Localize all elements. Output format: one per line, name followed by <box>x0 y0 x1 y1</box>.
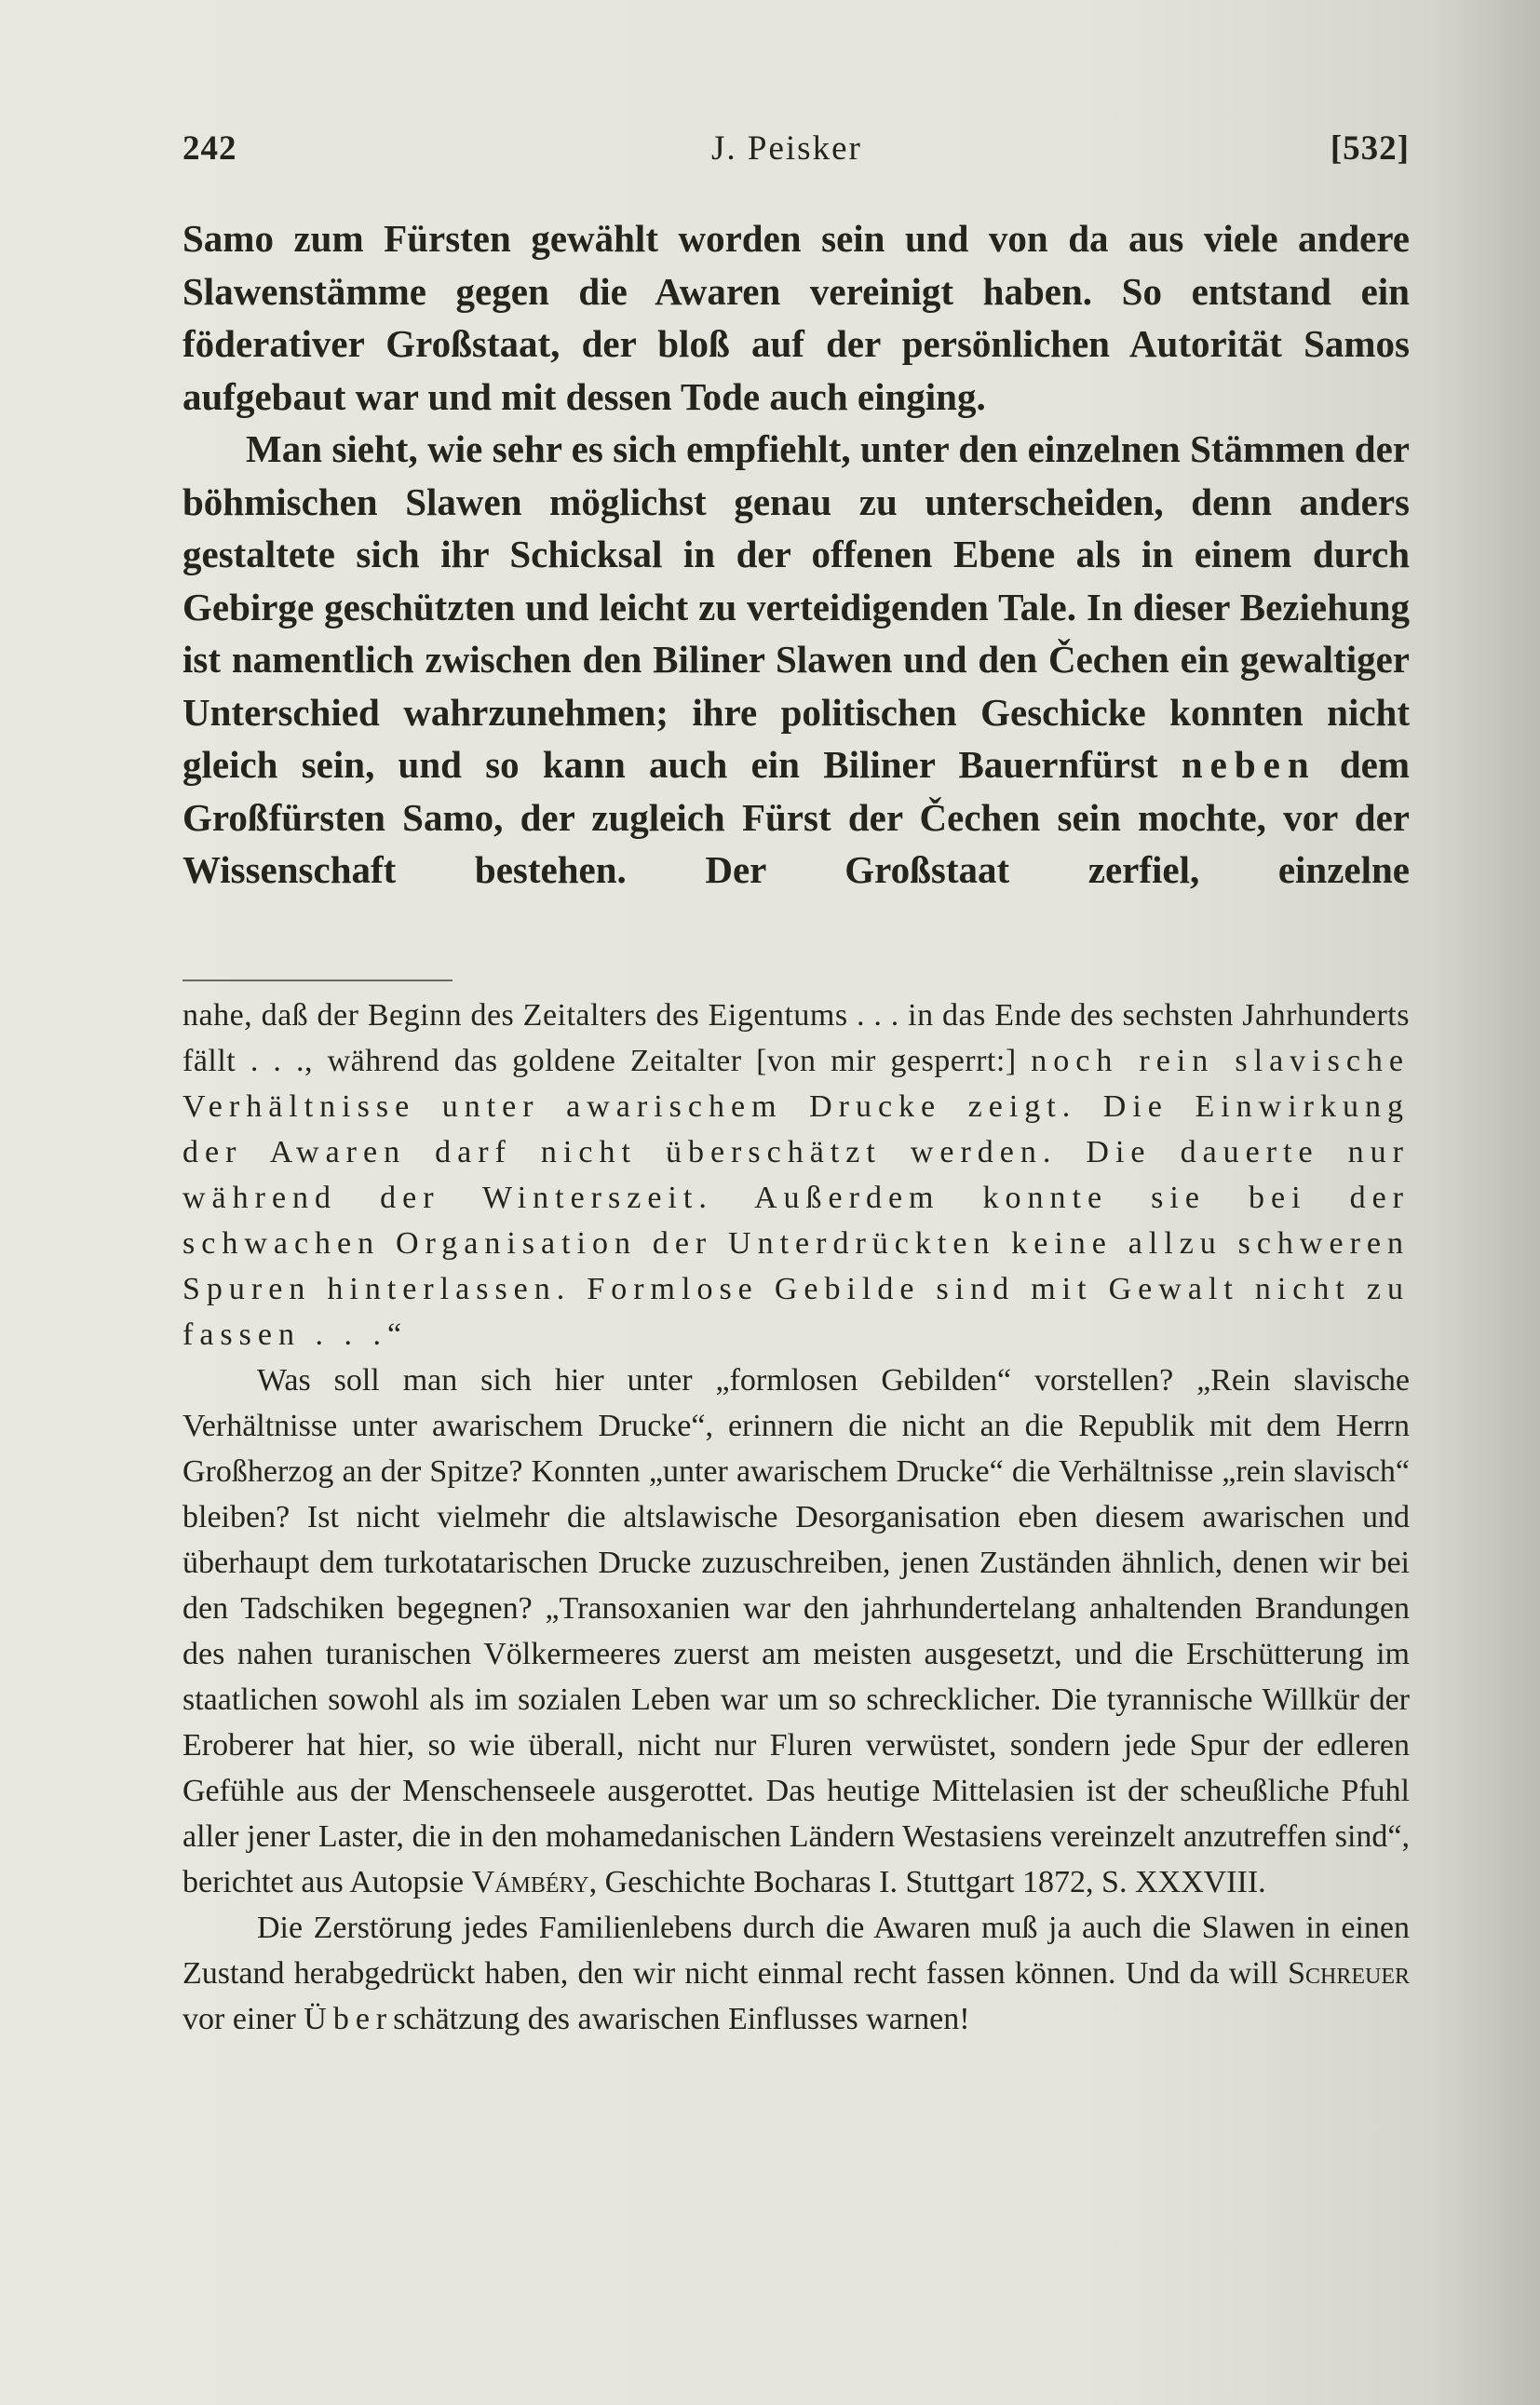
original-page-number: [532] <box>1330 129 1410 168</box>
footnote-paragraph-2-part-b: , Geschichte Bocharas I. Stuttgart 1872, S. XXXVIII. <box>588 1865 1266 1899</box>
footnote-paragraph-3-part-a: Die Zerstörung jedes Familienlebens durch die Awaren muß ja auch die Slawen in einen Zustand herabgedrückt haben, den wir nicht einmal recht fassen können. Und da will <box>182 1911 1410 1991</box>
footnote-quote-part-1: nahe, daß der Beginn des Zeitalters des Eigentums . . . in das Ende des sechsten Jahrhunderts fällt . . ., während das goldene Zeitalter [von mir gesperrt:] <box>182 998 1410 1078</box>
footnote-separator <box>182 980 453 981</box>
footnote-paragraph-3-mid: vor einer <box>182 2002 296 2036</box>
author-vambery: Vámbéry <box>471 1865 589 1899</box>
body-paragraph-1: Samo zum Fürsten gewählt worden sein und von da aus viele andere Slawenstämme gegen die Awaren vereinigt haben. So entstand ein föderativer Großstaat, der bloß auf der persönlichen Autorität Samos aufgebaut war und mit dessen Tode auch einging. <box>182 217 1410 418</box>
body-paragraph-2-part-a: Man sieht, wie sehr es sich empfiehlt, unter den einzelnen Stämmen der böhmischen Slawen möglichst genau zu unterscheiden, denn anders gestaltete sich ihr Schicksal in der offenen Ebene als in einem durch Gebirge geschützten und leicht zu verteidigenden Tale. In dieser Beziehung ist namentlich zwischen den Biliner Slawen und den Čechen ein gewaltiger Unterschied wahrzunehmen; ihre politischen Geschicke konnten nicht gleich sein, und so kann auch ein Biliner Bauernfürst <box>182 427 1410 786</box>
running-title: J. Peisker <box>711 129 862 168</box>
footnote-paragraph-3 <box>182 1905 1410 2042</box>
body-paragraph-2 <box>182 423 1410 897</box>
footnote <box>182 993 1410 2042</box>
footnote-paragraph-2 <box>182 1358 1410 1905</box>
emphasis-neben: neben <box>1181 743 1317 786</box>
emphasis-ueber: Über <box>304 2002 394 2036</box>
page-header <box>182 128 1410 184</box>
footnote-paragraph-3-part-b: schätzung des awarischen Einflusses warnen! <box>393 2002 970 2036</box>
page-number: 242 <box>182 129 237 168</box>
footnote-paragraph-2-part-a: Was soll man sich hier unter „formlosen Gebilden“ vorstellen? „Rein slavische Verhältnisse unter awarischem Drucke“, erinnern die nicht an die Republik mit dem Herrn Großherzog an der Spitze? Konnten „unter awarischem Drucke“ die Verhältnisse „rein slavisch“ bleiben? Ist nicht vielmehr die altslawische Desorganisation eben diesem awarischen und überhaupt dem turkotatarischen Drucke zuzuschreiben, jenen Zuständen ähnlich, denen wir bei den Tadschiken begegnen? „Transoxanien war den jahrhundertelang anhaltenden Brandungen des nahen turanischen Völkermeeres zuerst am meisten ausgesetzt, und die Erschütterung im staatlichen sowohl als im sozialen Leben war um so schrecklicher. Die tyrannische Willkür der Eroberer hat hier, so wie überall, nicht nur Fluren verwüstet, sondern jede Spur der edleren Gefühle aus der Menschenseele ausgerottet. Das heutige Mittelasien ist der scheußliche Pfuhl aller jener Laster, die in den mohamedanischen Ländern Westasiens vereinzelt anzutreffen sind“, berichtet aus Autopsie <box>182 1363 1410 1899</box>
author-schreuer: Schreuer <box>1288 1956 1410 1991</box>
main-text <box>182 212 1410 897</box>
footnote-quote <box>182 993 1410 1358</box>
footnote-quote-spaced: noch rein slavische Verhältnisse unter awarischem Drucke zeigt. Die Einwirkung der Awaren darf nicht überschätzt werden. Die dauerte nur während der Winterszeit. Außerdem konnte sie bei der schwachen Organisation der Unterdrückten keine allzu schweren Spuren hinterlassen. Formlose Gebilde sind mit Gewalt nicht zu fassen . . .“ <box>182 1044 1411 1352</box>
body-paragraph-2-part-b: dem Großfürsten Samo, der zugleich Fürst der Čechen sein mochte, vor der Wissenschaft bestehen. Der Großstaat zerfiel, einzelne <box>182 743 1411 891</box>
